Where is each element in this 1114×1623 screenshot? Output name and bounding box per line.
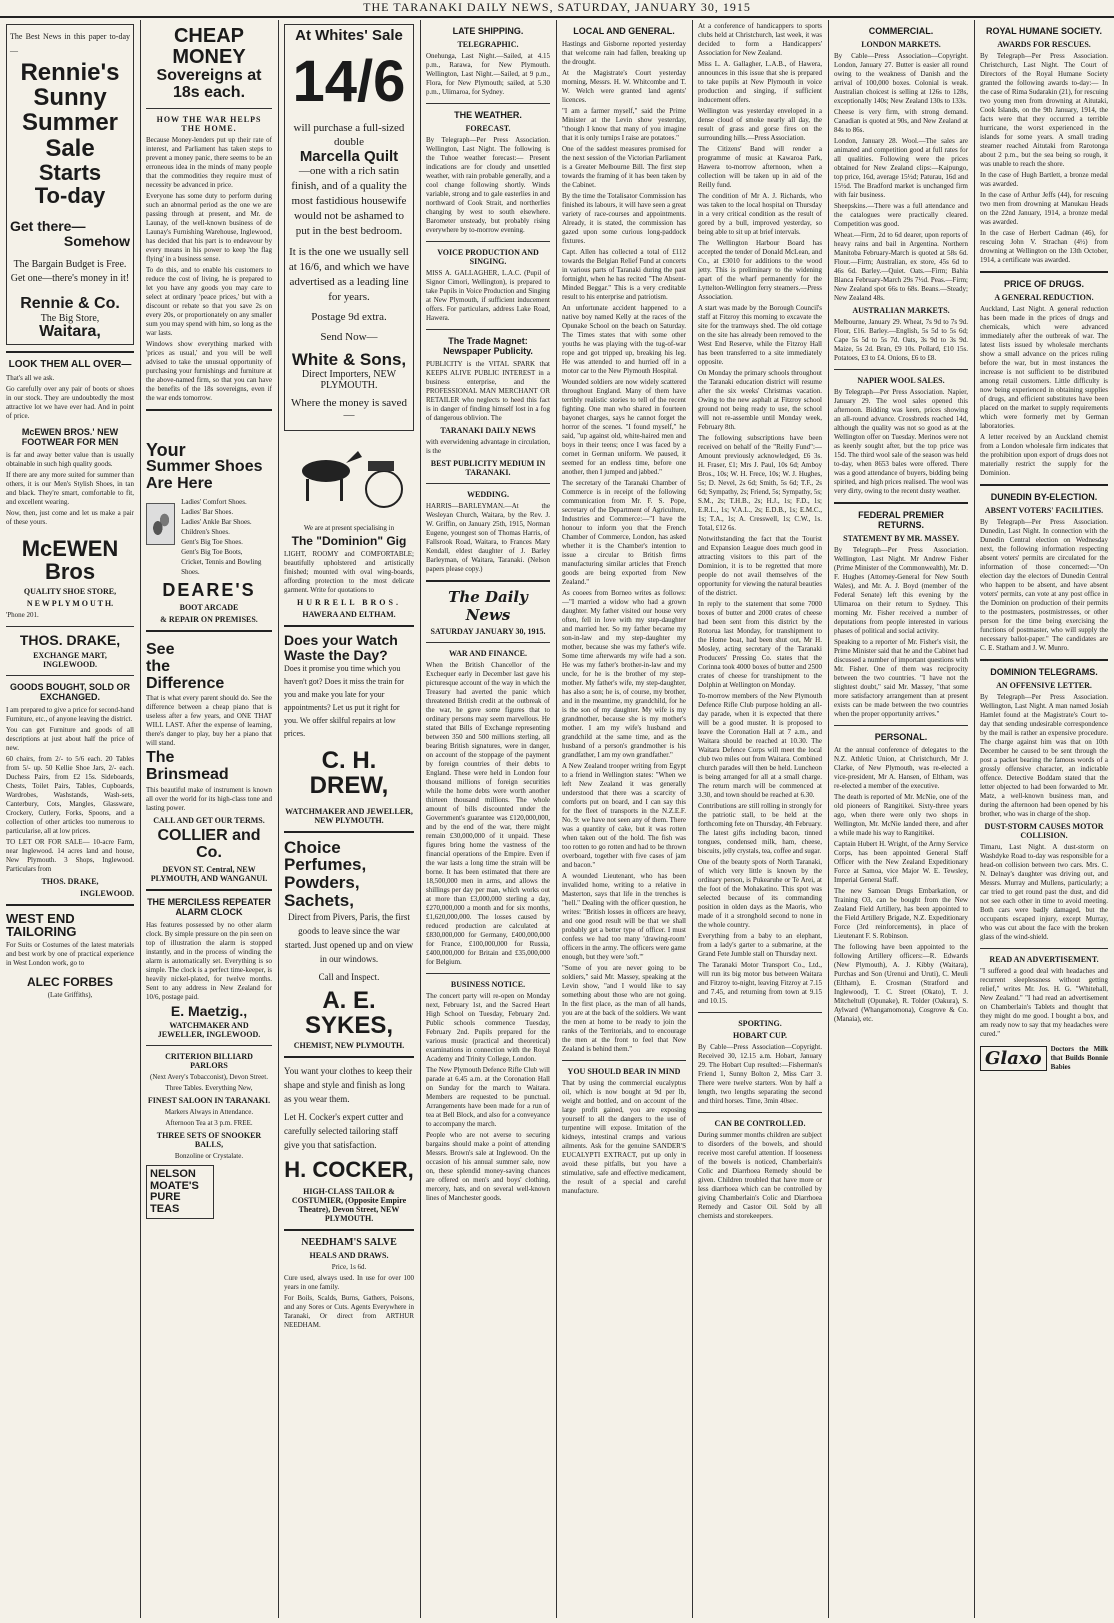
mcewen-footwear-heading: McEWEN BROS.' NEW FOOTWEAR FOR MEN [21,426,119,447]
shoe-item: Children's Shoes. [181,528,230,537]
lg-para: A New Zealand trooper writing from Egypt to a friend in Wellington states: "When we left New Zealand it was generally understood that there was a scarcity of comforts put on board, and I can say this for the fleet of transports in the N.Z.E.F. No. 9: we have not seen any of them. There was a quantity of cake, but it was rotten when taken out of the hold. The fish was too rotten to go rotten and had to be thrown overboard, together with five cases of jam and bacon." [562,762,686,869]
watch-body: Does it promise you time which you haven't got? Does it miss the train for you and make you late for your appointments? Let us put it right for you. We offer skilful repairs at low prices. [284,664,404,739]
rhs-body: By Telegraph—Per Press Association. Christchurch, Last Night. The Court of Directors of the Royal Humane Society granted the following awards to-day:— In the case of Rima Sudarakin (21), for rescuing two young men from drowning at Aitutaki, Cook Islands, on the 9th January, 1914, the facts were that they occurred a terrible hurricane, the worst experienced in the islands for some years. A small trading steamer reached Aitutaki from Rarotonga about 2 p.m., but the sea being so rough, it was unable to reach the shore. [980,52,1108,168]
needhams-salve: NEEDHAM'S SALVE [301,1237,397,1249]
h-cocker-address: HIGH-CLASS TAILOR & COSTUMIER, (Opposite Empire Theatre), Devon Street, NEW PLYMOUTH. [291,1187,407,1224]
sporting-heading: SPORTING. [738,1019,782,1028]
column-8-news [980,20,1108,1618]
call-inspect: Call and Inspect. [318,971,380,982]
gig-body: LIGHT, ROOMY and COMFORTABLE; beautifully upholstered and artistically finished; mounted with oval wing-boards, affording protection to the most delicate garment. Write for quotations to [284,549,414,594]
deares-repair: & REPAIR ON PREMISES. [160,614,258,624]
rhs-body: In the case of Herbert Cadman (46), for rescuing John V. Strachan (4½) from drowning at Wellington on the 13th October, 1914, a certificate was awarded. [980,229,1108,264]
salve-price: Price, 1s 6d. [331,1263,367,1272]
column-2-cheap-money [146,20,272,1618]
ch-drew-address: WATCHMAKER AND JEWELLER, NEW PLYMOUTH. [285,806,413,825]
shoe-illustration-icon [146,503,175,545]
look-sub: That's all we ask. [6,373,55,382]
merciless-body: Has features possessed by no other alarm clock. By simple pressure on the pin seen on top of illustration the alarm is stopped instantly, and in the process of winding the alarm is automatically set. Everything is so simple. The clock is a perfect time-keeper, is heavily nickel-plated, for twelve months. Sent to any address in New Zealand for 10/6, postage paid. [146,920,272,1001]
shoe-item: Gent's Big Toe Shoes. [181,538,243,547]
get-there-text: Get there— [10,217,86,234]
mcewen-store: QUALITY SHOE STORE, [23,587,117,597]
brinsmead-body: This beautiful make of instrument is known all over the world for its high-class tone and lasting power. [146,785,272,812]
thos-drake-sign: THOS. DRAKE, [41,876,99,886]
alec-forbes: ALEC FORBES [26,975,113,990]
tdn-name: TARANAKI DAILY NEWS [440,426,536,435]
shoe-item: Ladies' Bar Shoes. [181,508,234,517]
royal-humane-heading: ROYAL HUMANE SOCIETY. [985,26,1103,36]
hurrell-bros: HURRELL BROS. [297,597,401,607]
shoe-item: Ladies' Ankle Bar Shoes. [181,518,252,527]
personal-heading: PERSONAL. [874,732,928,742]
lm-body: By Cable—Press Association—Copyright. London, January 27. Butter is easier all round owing to the weakness of Danish and the arrival of 100,000 boxes. Colonial is weak. Australian choicest is selling at 126s to 128s, exceptionally 140s; New Zealand 130s to 133s. [834,52,968,105]
late-shipping-heading: LATE SHIPPING. [452,26,524,36]
perfumes-heading: Choice Perfumes, Powders, Sachets, [284,837,367,911]
trade-magnet-body: PUBLICITY is the VITAL SPARK that KEEPS ALIVE PUBLIC INTEREST in a business enterprise, and the PROFESSIONAL MAN MERCHANT OR RETAILER who neglects to heed this fact is in danger of finding himself lost in a fog of dangerous oblivion. The [426,360,550,422]
federal-body-1: By Telegraph—Per Press Association. Wellington, Last Night. Mr Andrew Fisher (Prime Minister of the Commonwealth), Mr. D. F. Hughes (Attorney-General for New South Wales), and Mr. A. J. Boyd (member of the Federal Senate) left this evening by the Ulimaroa on their return to Sydney. This morning Mr. Fisher received a number of deputations from people interested in various phases of political and social activity. [834,546,968,635]
merciless-heading: THE MERCILESS REPEATER ALARM CLOCK [147,896,271,917]
west-end-heading: WEST END [6,910,75,926]
rennie-co: Rennie & Co. [20,295,120,313]
difference-heading: Difference [146,674,225,692]
look-body: Go carefully over any pair of boots or shoes in our stock. They are undoubtedly the most attractive lot we have ever had. And in point of price. [6,384,134,420]
postage: Postage 9d extra. [311,311,387,324]
offensive-letter-body: By Telegraph—Per Press Association. Wellington, Last Night. A man named Josiah Hamlet found at the Magistrate's Court to-day that sending undesirable correspondence by the mail is rather an expensive procedure. The charge against him was that on 10th December he caused to be sent through the post a packet bearing the famous words of a grossly offensive character, an indictable offence. Detective Boddam stated that the letter objected to had been forwarded to Mr. Matz, a well-known business man, and during the afternoon had been opened by his brother, who was in charge of the shop. [980,693,1108,818]
massey-statement: STATEMENT BY MR. MASSEY. [843,534,959,543]
masthead: THE TARANAKI DAILY NEWS, SATURDAY, JANUARY 30, 1915 [0,0,1114,18]
salve-use: Cure used, always used. In use for over 100 years in one family. [284,1274,414,1292]
best-publicity: BEST PUBLICITY MEDIUM IN TARANAKI. [430,459,546,477]
awards-rescues: AWARDS FOR RESCUES. [997,40,1091,49]
ae-sykes-address: CHEMIST, NEW PLYMOUTH. [293,1041,405,1051]
drugs-body: Auckland, Last Night. A general reduction has been made in the prices of drugs and chemicals, which were advanced immediately after the outbreak of war. The latest lists issued by wholesale merchants show a small advance on the prices ruling before the war, but in most instances the increase is not sufficient to be distributed among retail customers. Little difficulty is now being experienced in obtaining supplies of drugs, and efficient substitutes have been placed on the market to supply requirements which were formerly met by German laboratories. [980,305,1108,430]
see-text: See [146,640,175,658]
markers: Markers Always in Attendance. [164,1108,254,1117]
business-body-1: The concert party will re-open on Monday next, February 1st, and the Sacred Heart High School on Tuesday, February 2nd. Public schools commence Tuesday, February 2nd. Pupils prepared for the various music (practical and theoretical) examinations in connection with the Royal Academy and Trinity College, London. [426,992,550,1063]
bonzoline: Bonzoline or Crystalate. [174,1152,244,1161]
lg-para: As cooees from Borneo writes as follows:—"I married a widow who had a grown daughter. My father visited our house very often, fell in love with my step-daughter and married her. So my father became my son-in-law and my step-daughter my mother, because she was my father's wife. Some time afterwards my wife had a son. He was my father's brother-in-law and my uncle, for he is the brother of my step-mother. My father's wife, my step-daughter, has also a son; he is, of course, my brother, and in the meantime, my grandchild, for he is the son of my daughter. My wife is my grandmother, because she is my mother's mother. I am my wife's husband and grandchild at the same time, and as the husband of a person's grandmother is his grandfather, I am my own grandfather." [562,589,686,759]
war-finance-heading: WAR AND FINANCE. [448,649,527,658]
collier-address: DEVON ST. Central, NEW PLYMOUTH, AND WANGANUI. [150,864,268,883]
shipping-body: Onehunga, Last Night.—Sailed, at 4.15 p.m., Rarawa, for New Plymouth. Wellington, Last Night.—Sailed, at 9 p.m., Flora, for New Plymouth; sailed, at 5.30 p.m., Ulimaroa, for Sydney. [426,52,550,96]
criterion-heading: CRITERION BILLIARD PARLORS [165,1052,253,1071]
maetzig-address: WATCHMAKER AND JEWELLER, INGLEWOOD. [157,1021,261,1040]
horse-gig-illustration-icon [284,441,414,511]
federal-body-2: Speaking to a reporter of Mr. Fisher's visit, the Prime Minister said that he and the Cabinet had discussed a number of important questions with Mr. Fisher. One of them was reciprocity between the two countries. "I have not the slightest doubt," said Mr. Massey, "that some more satisfactory arrangement than at present exists can be made between the two countries when the proper opportunity arrives." [834,638,968,718]
voice-body: MISS A. GALLAGHER, L.A.C. (Pupil of Signor Cimori, Wellington), is prepared to take Pupils in Voice Production and Singing at New Plymouth, if sufficient inducement offers. For particulars, address Lake Road, Hawera. [426,269,550,322]
hurrell-address: HAWERA AND ELTHAM. [302,609,396,619]
news-para: The Wellington Harbour Board has accepted the tender of Donald McLean, and Co., at £3010 for additions to the wood jetty. This is preliminary to the widening apart of the wharf permanently for the Lyttelton-Wellington ferry steamers.—Press Association. [698,239,822,301]
sovereigns-heading: Sovereigns at 18s each. [156,67,262,101]
bear-in-mind-heading: YOU SHOULD BEAR IN MIND [567,1067,681,1076]
general-reduction: A GENERAL REDUCTION. [994,293,1094,302]
the-text-2: The [146,749,175,767]
summer-shoes-heading: Summer Shoes [146,458,263,476]
deares-logo: DEARE'S [162,580,256,601]
glaxo-tagline: Doctors the Milk that Builds Bonnie Babies [1050,1045,1108,1071]
thos-drake-heading: THOS. DRAKE, [19,632,121,649]
look-them-over-heading: LOOK THEM ALL OVER— [8,358,132,370]
brinsmead-heading: Brinsmead [146,766,229,784]
weather-heading: THE WEATHER. [454,110,522,120]
afternoon-tea: Afternoon Tea at 3 p.m. FREE. [165,1119,253,1128]
read-advertisement-heading: READ AN ADVERTISEMENT. [989,955,1099,964]
lg-para: "Some of you are never going to be soldiers," said Mr. Massey, speaking at the Levin show, "and I would like to say something about those who are not going. In the first place, as the man of all hands, you are at the back of the soldiers. We want the men at home to be ready to join the ranks of the Territorials, and to encourage the men at the front to feel that New Zealand is behind them." [562,964,686,1053]
lg-para: An unfortunate accident happened to a native boy named Kelly at the races of the Opunake School on the beach on Saturday. The Times states that with some other youths he was playing with the tug-of-war rope and got tripped up, breaking his leg. He was attended to and hurried off in a motor car to the New Plymouth Hospital. [562,304,686,375]
glaxo-logo: Glaxo [980,1046,1047,1071]
dominion-telegrams-heading: DOMINION TELEGRAMS. [990,667,1098,677]
news-para: One of the beauty spots of North Taranaki, of which very little is known by the ordinary person, is Pukearuhe or Te Arei, at the foot of the Mohakatino. This spot was selected because of its commanding position in olden days as the Maoris, who made of it a stronghold second to none in the whole country. [698,858,822,929]
shoe-item: Ladies' Comfort Shoes. [181,498,247,507]
rhs-body: In the case of Arthur Jeffs (44), for rescuing two men from drowning at Manukau Heads on the 22nd January, 1914, a bronze medal was awarded. [980,191,1108,226]
goods-body-4: TO LET OR FOR SALE— 10-acre Farm, near Inglewood. 14 acres land and house, New Plymouth. 3 Shops, Inglewood. Particulars from [6,837,134,873]
personal-para: At the annual conference of delegates to the N.Z. Athletic Union, at Christchurch, Mr J. Clarke, of New Plymouth, was re-elected a vice-president, Mr A. Hansen, of Eltham, was re-elected a member of the executive. [834,746,968,790]
lg-para: Wounded soldiers are now widely scattered throughout England. Many of them have terribly realistic stories to tell of the recent fighting. One man who shared in fourteen bayonet charges, says he cannot forget the horror of the scenes. "I found myself," he said, "up against old, white-haired men and boys in their teens; once I was faced by a cornet in German uniform. We paused, it seemed for an endless time, before one another, then I jumped and jabbed." [562,378,686,476]
column-7-commercial [834,20,968,1618]
personal-para: The new Samoan Drugs Embarkation, or Training O3, can be bought from the New Zealand Field Artillery, has been appointed to the Field Artillery Brigade, N.Z. Expeditionary Force (3rd reinforcements), in place of Lieutenant F. S. Robinson. [834,887,968,940]
call-terms: CALL AND GET OUR TERMS. [153,815,265,825]
rhs-body: In the case of Hugh Bartlett, a bronze medal was awarded. [980,171,1108,188]
goods-body-1: I am prepared to give a price for second-hand Furniture, etc., of anyone leaving the district. [6,705,134,723]
voice-heading: VOICE PRODUCTION AND SINGING. [437,248,539,266]
lg-para: By the time the Totalisator Commission has finished its labours, it will have seen a great variety of race-courses and appointments. Already, it is stated, the commission has gazed upon some curious long-paddock fixtures. [562,192,686,245]
quilt-usual: It is the one we usually sell at 16/6, and which we have advertised as a leading line for years. [288,246,410,304]
deares-arcade: BOOT ARCADE [179,602,239,612]
lm-body: London, January 28. Wool.—The sales are animated and competition good at full rates for all qualities. Following were the prices obtained for New Zealand clips:—Kaipungo, top price, 16d, average 15½d; Paturau, 16d and 15½d. The Bradford market is unchanged firm with fair business. [834,137,968,199]
news-para: Miss L. A. Gallagher, L.A.B., of Hawera, announces in this issue that she is prepared to take pupils at New Plymouth in voice production and singing, if sufficient inducement offers. [698,60,822,104]
am-body: Melbourne, January 29. Wheat, 7s 9d to 7s 9d. Flour, £16. Barley.—English, 5s 5d to 5s 6d; Cape 5s 5d to 5s 7d. Oats, 3s 9d to 3s 9d. Maize, 5s 2d. Bran, £9 10s. Pollard, £10 15s. Potatoes, £3 to £4. Onions, £6 to £8. [834,318,968,362]
lm-body: Wheat.—Firm, 2d to 6d dearer, upon reports of heavy rains and bail in Argentina. Northern Manitoba February-March is quoted at 58s 6d. Flour.—Firm; Australian, ex store, 45s 6d to 46s 6d. Barley.—Quiet. Oats.—Firm; Bahia Blanca February-March 29s 7½d. Peas.—Firm; New Zealand spot 66s to 68s. Beans.—Steady; New Zealand 48s. [834,231,968,302]
news-para: Notwithstanding the fact that the Tourist and Expansion League does much good in attracting visitors to this part of the Dominion, it is to be regretted that more people do not avail themselves of the opportunity for viewing the natural beauties of the district. [698,535,822,597]
heals-draws: HEALS AND DRAWS. [309,1251,389,1261]
ch-drew-logo: C. H. DREW, [309,747,389,800]
maetzig-logo: E. Maetzig., [170,1002,248,1019]
exchange-mart: EXCHANGE MART, INGLEWOOD. [33,650,107,669]
money-saved: Where the money is saved— [290,397,408,422]
mcewen-body-3: Now, then, just come and let us make a pair of these yours. [6,508,134,526]
news-para: In reply to the statement that some 7000 boxes of butter and 2000 crates of cheese had been sent from this district by the Rotorua last Monday, for transhipment to the Home boat, had been shut out, Mr H. Mosley, acting secretary of the Taranaki Producers' Pressing Co. states that the Corinna took 4000 boxes of butter and 2500 crates of cheese for transhipment to the Dolphin at Wellington on Monday. [698,600,822,689]
perfumes-body: Direct from Pivers, Paris, the first goods to leave since the war started. Just opened up and on view in our windows. [284,911,414,964]
drugs-body: A letter received by an Auckland chemist from a London wholesale firm indicates that the prohibition upon export of drugs does not materially restrict the supply for the Dominion. [980,433,1108,477]
shoe-item: Gent's Big Toe Boots, [181,548,243,557]
dunedin-body: By Telegraph—Per Press Association. Dunedin, Last Night. In connection with the Dunedin Central election on Wednesday next, the following information respecting absent voters' permits are circulated for the information of those concerned:—"On election day the electors of Dunedin Central who happen to be absent, and have absent voters' permits, can vote at any post office in the Dominion on production of their permits to the postmasters, postmistresses, or other person for the time being exercising the functions of postmaster, who will supply the necessary ballot-paper." The candidates are C. E. Statham and J. W. Munro. [980,518,1108,652]
local-general-heading: LOCAL AND GENERAL. [573,26,675,36]
column-4-news [426,20,550,1618]
mcewen-body-1: is far and away better value than is usually obtainable in such high quality goods. [6,450,134,468]
absent-voters: ABSENT VOTERS' FACILITIES. [984,506,1104,515]
somehow-text: Somehow [63,232,130,249]
sale-text: Sale [45,134,95,162]
dust-storm-heading: DUST-STORM CAUSES MOTOR COLLISION. [984,822,1104,840]
salve-body: For Boils, Scalds, Burns, Gathers, Poisons, and any Sores or Cuts. Agents Everywhere in Taranaki, Or direct from ARTHUR NEEDHAM. [284,1294,414,1330]
dominion-gig: The "Dominion" Gig [291,534,407,549]
war-helps-home: HOW THE WAR HELPS THE HOME. [156,114,262,133]
quilt-price: 14/6 [292,48,406,114]
thos-drake-town: INGLEWOOD. [79,888,134,898]
ae-sykes-logo: A. E. SYKES, [304,986,394,1040]
lg-para: "I am a farmer myself," said the Prime Minister at the Levin show yesterday, "though I know that many of you imagine that it is only turnips I raise are potatoes." [562,107,686,142]
lg-para: The secretary of the Taranaki Chamber of Commerce is in receipt of the following communication from Mr. F. S. Pope, secretary of the Department of Agriculture, Industries and Commerce:—"I have the honour to inform you that the French Chamber of Commerce, London, has asked whether it is the Chamber's intention to issue a circular to British firms manufacturing similar articles that French goods are being exported from New Zealand." [562,479,686,586]
glaxo-ad [980,1043,1108,1074]
weather-body: By Telegraph—Per Press Association. Wellington, Last Night. The following is the Tuhoe weather forecast:— Present indications are for cloudy and unsettled weather, with rain probable generally, and a cool change following shortly. Winds variable, strong and to gale easterlies in and northward of Cook Strait, and northerlies changing by west to south elsewhere. Barometer unsteady, but probably rising everywhere by to-morrow evening. [426,136,550,234]
your-text: Your [146,439,186,460]
news-para: Everything from a baby to an elephant, from a lady's garter to a submarine, at the Grand Fete Jumble stall on Thursday next. [698,932,822,958]
news-para: Contributions are still rolling in strongly for the patriotic stall, to be held at the forthcoming fete on Thursday, 4th February. The latest gifts including bacon, tinned tongues, condensed milk, ham, cheese, biscuits, jelly crystals, tea, coffee and sugar. [698,802,822,855]
white-sons-address: Direct Importers, NEW PLYMOUTH. [301,369,397,392]
mcewen-phone: 'Phone 201. [6,611,39,620]
forecast: FORECAST. [465,124,511,133]
whites-sale-ad [284,24,414,431]
lg-para: Hastings and Gisborne reported yesterday that welcome rain had fallen, breaking up the drought. [562,40,686,66]
cm-para-2: Everyone has some duty to perform during such an abnormal period as the one we are passing through at present, and Mr. de Launay, of the well-known business of de Launay's Furnishing Warehouse, Inglewood, has decided that his part is to endeavour by every means in his power to keep 'the flag flying' in a business sense. [146,191,272,263]
news-para: Wellington was yesterday enveloped in a dense cloud of smoke nearly all day, the result of grass and gorse fires on the surrounding hills.—Press Association. [698,107,822,142]
cheap-money-heading: CHEAP MONEY [172,25,246,68]
london-markets: LONDON MARKETS. [861,40,941,49]
hobart-cup-heading: HOBART CUP. [733,1031,787,1040]
personal-para: The death is reported of Mr. McNie, one of the old pioneers of Rangitikei. Sixty-three years ago, when there were only two shops in Wellington, Mr. McNie landed there, and after a while made his way to Rangitikei. [834,793,968,837]
marcella-quilt: Marcella Quilt [299,147,399,165]
white-sons-logo: White & Sons, [291,350,407,370]
sunny-text: Sunny [33,84,107,112]
snooker-balls: THREE SETS OF SNOOKER BALLS, [156,1131,262,1150]
offensive-letter: AN OFFENSIVE LETTER. [996,681,1092,690]
napier-wool-body: By Telegraph—Per Press Association. Napier, January 29. The wool sales opened this afternoon. Bidding was keen, prices showing an all-round advance. Crossbreds reached 14d, although the quality was not so good as at the Wellington offer on Tuesday. Merinos were not as keenly sought after, but the top price was 15d. The third wool sale of the season was held to-day, when 8653 bales were offered. There was a good attendance of buyers, bidding being spirited, and high prices realised. The wool was very dirty, owing to the recent dusty weather. [834,388,968,495]
rennie-big-store: The Big Store, [40,313,100,325]
news-para: The following subscriptions have been received on behalf of the "Reilly Fund":— Amount previously acknowledged, £6 3s. H. Fraser, £1; Mrs J. Paul, 10s 6d; Amboy Bros., 10s; W. H. Frece, 10s; W. J. Hughes, 5s; D. Nevel, 2s 6d; Smith, 5s 6d; T.F., 2s 6d; Sympathy, 2s; Friend, 5s; Sympathy, 5s; S.M., 2s; T.H.B., 2s; H.J., 1s; F.D., 1s; E.R.L., 1s; V.A.L., 2s; E.D.B., 1s; E.M.C., 1s; T.A., 1s; A. Cresswell, 1s; C.W., 1s. Total, £12 6s. [698,434,822,532]
news-para: The condition of Mr A. J. Richards, who was taken to the local hospital on Thursday in a very critical condition as the result of gored by a bull, improved yesterday, so being able to sit up at brief intervals. [698,192,822,236]
alec-forbes-late: (Late Griffiths), [47,990,93,999]
lg-para: At the Magistrate's Court yesterday morning, Messrs. H. W. Whitcombe and T. W. Welch were granted land agents' licences. [562,69,686,104]
trade-magnet-heading: The Trade Magnet: Newspaper Publicity. [443,336,533,356]
cm-para-3: To do this, and to enable his customers to reduce the cost of living, he is prepared to let you have any goods you may care to select at ordinary 'peace prices,' but with a discount or rebate so that you save 2s on every 20s, or proportionately on any smaller sum you may spend with him, so long as the war lasts. [146,265,272,337]
difference-body: That is what every parent should do. See the difference between a cheap piano that is useless after a few years, and ONE THAT WILL LAST. After the expense of learning, there's danger to play, buy her a piano that will stand. [146,694,272,748]
bear-in-mind-body: That by using the commercial eucalyptus oil, which is now bought at 9d per lb, weight and bottled, and on account of the large profit gained, you are exposing yourself to all the dangers to the use of turpentine will expose. Imitation of the kidneys, intestinal cramps and various ailments. Ask for the genuine SANDER'S EUCALYPTI EXTRACT, put up only in avoid these pitfalls, but you have a stimulative, safe and effective medicament, the result of a special and careful manufacture. [562,1079,686,1195]
wedding-body: HARRIS—BARLEYMAN.—At the Wesleyan Church, Waitara, by the Rev. J. W. Griffin, on January 25th, 1915, Norman Eugene, youngest son of Thomas Harris, of Fallsrook Road, Waitara, to Frances Mary Kendall, eldest daughter of J. Barley Barleyman, of Waitara, Taranaki. (Nelson papers please copy.) [426,502,550,573]
business-body-2: The New Plymouth Defence Rifle Club will parade at 6.45 a.m. at the Coronation Hall on Sunday for the march to Waitara. Members are requested to be punctual. Arrangements have been made for a run of tea at Bell Block, and also for a conveyance to accompany the march. [426,1066,550,1128]
news-para: The Taranaki Motor Transport Co., Ltd., will run its big motor bus between Waitara and Fitzroy to-night, leaving Fitzroy at 7.15 and 7.45, and returning from town at 9.15 and 10.15. [698,961,822,1005]
collier-logo: COLLIER and Co. [157,826,261,861]
personal-para: The following have been appointed to the following Artillery officers:—R. Edwards (New Plymouth), A. J. Kibby (Waitara), Purchas and Son (Urenui and Uruti), C. Meuli (Eltham), E. Crosman (Stratford and Inglewood), T. C. Street (Okato), T. J. Mitcheltull (Opunake), R. Tolder (Oakura), S. Aylward (Whangamomona), Cosgrove & Co. (Manaia), etc. [834,943,968,1023]
lg-para: One of the saddest measures promised for the next session of the Victorian Parliament is a Greater Melbourne Bill. The first step towards the framing of it has been taken by the Cabinet. [562,145,686,189]
column-1-rennie-ads [6,20,134,1618]
west-end-body: For Suits or Costumes of the latest materials and best work by one of practical experience in West London work, go to [6,941,134,968]
read-advertisement-body: "I suffered a good deal with headaches and recurrent sleeplessness without getting relief," writes Mr. Jos. H. G. "Whitehall, New Zealand." "I had read an advertisement on Chamberlain's Tablets and thought that they might do me good. I bought a box, and am ready now to say that my headaches were cured." [980,967,1108,1038]
watch-heading: Does your Watch Waste the Day? [284,631,398,663]
summer-text: Summer [21,109,119,137]
are-here-text: Are Here [146,475,213,493]
criterion-address: (Next Avery's Tobacconist), Devon Street. [150,1073,268,1082]
news-para: A start was made by the Borough Council's staff at Fitzroy this morning to excavate the site for the tramways shed. The old cottage on the site has already been removed to the West End Reserve, while the Fitzroy Hall has been transferred to a site immediately opposite. [698,304,822,366]
the-text: the [146,657,170,675]
best-news-intro: The Best News in this paper to-day— [10,32,130,55]
daily-news-nameplate: The Daily News [448,588,528,624]
news-para: On Monday the primary schools throughout the Taranaki education district will resume after the six weeks' Christmas vacation. Owing to the new asphalt at Fitzroy school ground not being ready to use, the school will not re-assemble until Monday week, February 8th. [698,369,822,431]
clothes-body: You want your clothes to keep their shape and style and finish as long as you wear them. [284,1066,413,1105]
hobart-cup-body: By Cable—Press Association—Copyright. Received 30, 12.15 a.m. Hobart, January 29. The Hobart Cup resulted:—Fisherman's Friend 1, Sunny Bolton 2, Miss Carr 3. There were twelve starters. Won by half a length, two lengths separating the second and third horses. Time, 3min 40sec. [698,1043,822,1105]
war-finance-body: When the British Chancellor of the Exchequer early in December last gave his picturesque account of the way in which the Treasury had averted the panic which threatened British credit at the outbreak of the war, he gave some figures that to ordinary persons may seem marvellous. He stated that Bills of Exchange representing between 350 and 500 millions sterling, all bearing British signatures, were in danger, on account of the stoppage of the payment by foreign countries of their debts to England. These were held in London four thousand millions of foreign securities while the home debts were worth another thirteen thousand millions. The whole amount of bills discounted under the Government's guarantee was £120,000,000, and by the end of the war, there might remain £30,000,000 of it unpaid. These figures bring home the vastness of the financial operations of the Empire. Even if the war lasts a long time the strain will be borne. It has been estimated that there are 18,500,000 men in arms, and allows the shillings per day per man, which works out at more than £3,000,000 sterling a day, £270,000,000 a month and for six months, £1,620,000,000. The losses caused by reduced production are calculated at £830,000,000 for Germany, £400,000,000 for France, £100,000,000 for Russia, £400,000,000 for Britain and £35,000,000 for Belgium. [426,661,550,966]
tdn-body: with everwidening advantage in circulation, is the [426,438,550,455]
goods-bought-heading: GOODS BOUGHT, SOLD OR EXCHANGED. [9,681,130,702]
lm-body: Sheepskins.—There was a full attendance and the catalogues were practically cleared. Competition was good. [834,202,968,228]
goods-body-2: You can get Furniture and goods of all descriptions at just about half the price of new. [6,725,134,752]
gig-intro: We are at present specialising in [303,524,395,533]
whites-sale-heading: At Whites' Sale [295,27,403,44]
will-purchase: will purchase a full-sized double [293,121,405,148]
telegraphic: TELEGRAPHIC. [457,40,519,49]
napier-wool-heading: NAPIER WOOL SALES. [857,376,945,385]
mcewen-bros-logo: McEWEN Bros [21,535,119,584]
mcewen-body-2: If there are any more suited for summer than others, it is our Men's Stylish Shoes, in tan and black. They're smart, comfortable to fit, and excellent wearing. [6,470,134,506]
cm-para-4: Windows show everything marked with 'prices as usual,' and you will be well advised to take the unusual opportunity of purchasing your furnishings and furniture at the above-named firm, so that you can have the benefits of the 18s sovereigns, even if the war ends tomorrow. [146,339,272,402]
tailoring-heading: TAILORING [6,924,77,940]
news-para: At a conference of handicappers to sports clubs held at Christchurch, last week, it was decided to form a Handicappers' Association for New Zealand. [698,22,822,57]
shoe-item: Cricket, Tennis and Bowling Shoes. [181,558,262,577]
quilt-desc: —one with a rich satin finish, and of a quality the most fastidious housewife would not be ashamed to put in the best bedroom. [291,165,407,238]
commercial-heading: COMMERCIAL. [868,26,934,36]
dunedin-heading: DUNEDIN BY-ELECTION. [990,492,1098,502]
bargain-budget: The Bargain Budget is Free. Get one—there's money in it! [10,259,130,285]
business-body-3: People who are not averse to securing bargains should make a point of attending Messrs. Brown's sale at Inglewood. On the occasion of his annual summer sale, now on, these splendid money-saving chances are offered on men's and boys' clothing, mercery, hats, and on several well-known lines of Manchester goods. [426,1131,550,1202]
dust-storm-body: Timaru, Last Night. A dust-storm on Washdyke Road to-day was responsible for a head-on collision between two cars. Mrs. C. N. Delnay's daughter was driving out, and Messrs. Murray and Mullens, particularly; a car tried to get round past the dust, and did not see each other in time to avoid meeting. Both cars were badly damaged, but the occupants escaped injury, except Murray, who was cut about the face with the broken glass of the wind-shield. [980,843,1108,941]
finest-saloon: FINEST SALOON IN TARANAKI. [147,1096,271,1106]
editorial-date: SATURDAY JANUARY 30, 1915. [430,627,546,636]
lg-para: Capt. Allen has collected a total of £112 towards the Belgian Relief Fund at concerts in various parts of Taranaki during the past fortnight, when he has recited "The Absent-Minded Beggar." This is a very creditable result to his enterprise and patriotism. [562,248,686,301]
lg-para: A wounded Lieutenant, who has been invalided home, writing to a relative in Masterton, says that life in the trenches is "hell." Dealing with the officer question, he writes: "British losses in officers are heavy, and one good result will be that we shall probably get a better type of officer. I must confess we had too many 'drawing-room' officers in the army. The officers were game enough, but they were 'soft.'" [562,872,686,961]
australian-markets: AUSTRALIAN MARKETS. [852,306,950,315]
criterion-tables: Three Tables. Everything New, [165,1084,253,1093]
column-6-news [698,20,822,1618]
rennie-ad [6,24,134,345]
today-text: To-day [34,182,106,208]
starts-text: Starts [38,159,102,185]
h-cocker-logo: H. COCKER, [284,1157,414,1183]
wedding-heading: WEDDING. [466,490,509,499]
rennie-headline: Rennie's [20,59,120,86]
cocker-body: Let H. Cocker's expert cutter and carefully selected tailoring staff give you that satisfaction. [284,1112,404,1151]
lm-body: Cheese is very firm, with strong demand. Canadian is quoted at 90s, and New Zealand at 84s to 86s. [834,108,968,134]
federal-premier-heading: FEDERAL PREMIER RETURNS. [858,510,944,530]
news-para: To-morrow members of the New Plymouth Defence Rifle Club purpose holding an all-day parade, when it is expected that there will be a good muster. It is proposed to leave the Coronation Hall at 7 a.m., and Waitara should be reached at 10.30. The Waitara Defence Corps will meet the local club two miles out from Waitara. Combined church parades will then be held. Luncheon is being arranged for all at a small charge. The return march will be commenced at 3.30, and town should be reached at 6.30. [698,692,822,799]
column-3-ads [284,20,414,1618]
column-5-local-general [562,20,686,1618]
personal-para: Captain Hubert H. Wright, of the Army Service Corps, has been appointed General Staff Officer with the New Zealand Expeditionary Force at Samoa, vice Major W. E. Tewsley, Imperial General Staff. [834,840,968,884]
shoe-list [181,497,272,577]
price-drugs-heading: PRICE OF DRUGS. [1003,279,1084,289]
nelson-moate-logo: NELSON MOATE'S PURE TEAS [146,1165,214,1219]
controlled-heading: CAN BE CONTROLLED. [714,1119,806,1128]
mcewen-town: N E W P L Y M O U T H. [26,599,114,609]
business-notice-heading: BUSINESS NOTICE. [450,980,526,989]
news-para: The Citizens' Band will render a programme of music at Kawaroa Park, Hawera to-morrow afternoon, when a collection will be taken up in aid of the Reilly fund. [698,145,822,189]
goods-body-3: 60 chairs, from 2/- to 5/6 each. 20 Tables from 5/- up. 50 Kellie Shoe Jars, 2/- each. Duchess Pairs, from £2 15s. Sideboards, Chests, Toilet Pairs, Tables, Cupboards, Wardrobes, Washstands, Wash-sets, Canterbury, Cots, Mangles, Glassware, Crockery, Cutlery, Forks, Spoons, and a collection of other articles too numerous to particularise, all at low prices. [6,754,134,835]
cm-para-1: Because Money-lenders put up their rate of interest, and Parliament has taken steps to prevent a money panic, there seems to be an erroneous idea in the minds of many people that the commodities they require must of necessity be advanced in price. [146,135,272,189]
rennie-waitara: Waitara, [39,323,101,341]
send-now: Send Now— [320,331,378,344]
controlled-body: During summer months children are subject to disorders of the bowels, and should receive most careful attention. If looseness of the bowels is noticed, Chamberlain's Colic and Diarrhoea Remedy should be given. Children troubled that have more or less diarrhoea which can be controlled by giving Chamberlain's Colic and Diarrhoea Remedy and Castor Oil. Sold by all chemists and storekeepers. [698,1131,822,1220]
shoe-list-block [146,493,272,581]
